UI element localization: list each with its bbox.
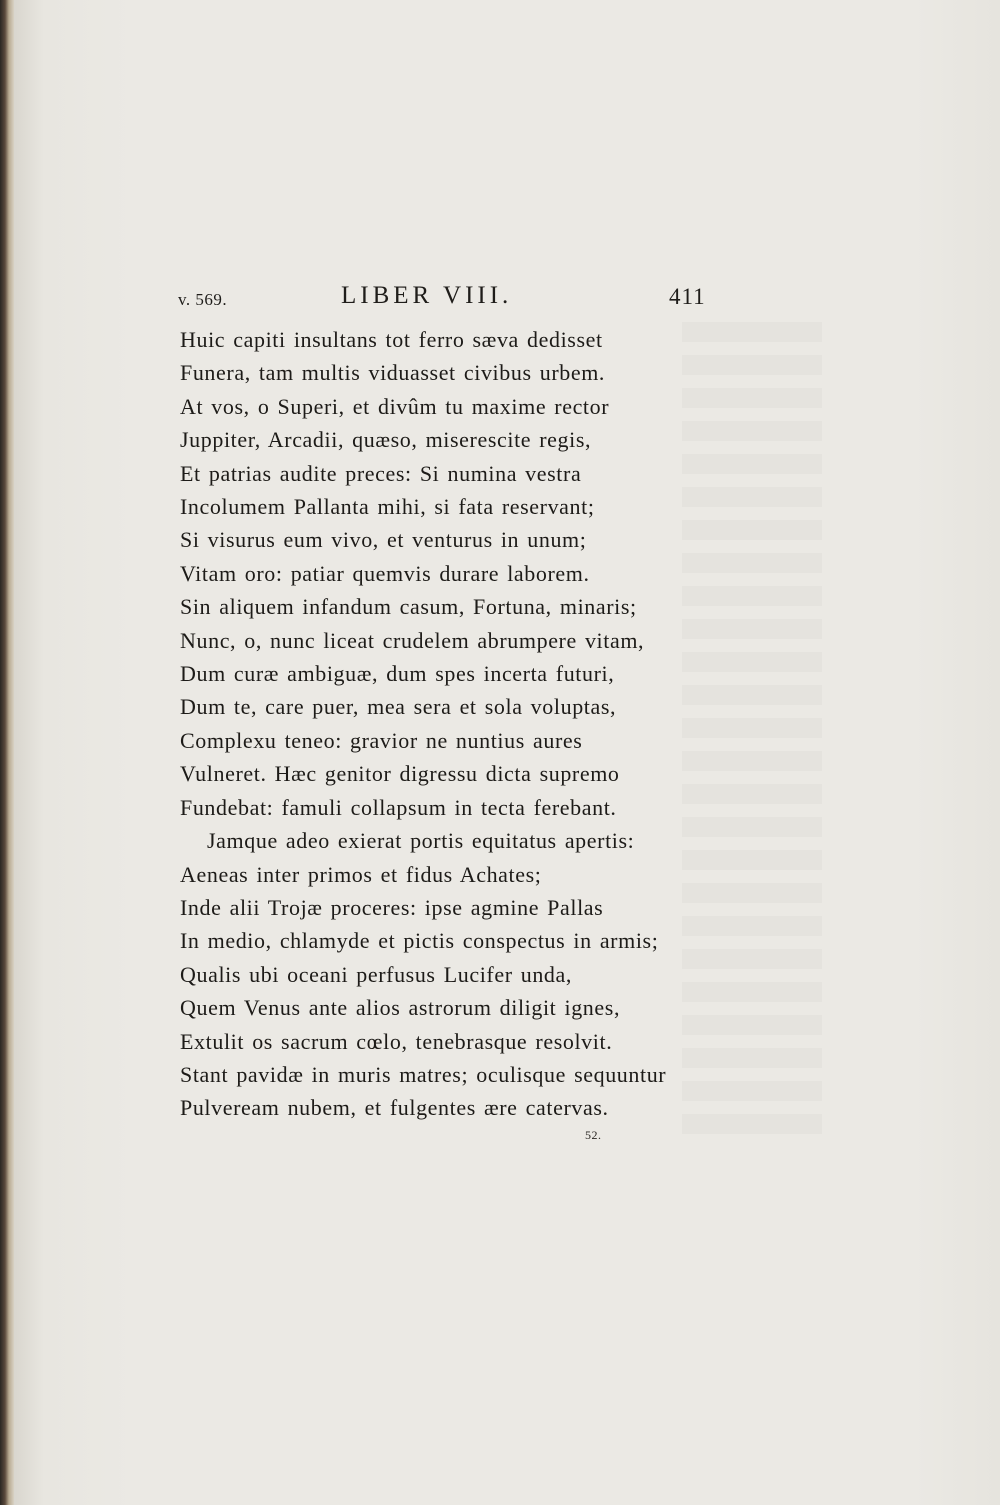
verse-line: Vulneret. Hæc genitor digressu dicta supremo xyxy=(180,761,620,787)
verse-line: Vitam oro: patiar quemvis durare laborem. xyxy=(180,560,590,586)
verse-line: Extulit os sacrum cœlo, tenebrasque resolvit. xyxy=(180,1028,613,1054)
running-title: LIBER VIII. xyxy=(341,282,513,309)
verse-line: Pulveream nubem, et fulgentes ære catervas. xyxy=(180,1095,609,1121)
verse-line: Incolumem Pallanta mihi, si fata reservant; xyxy=(180,494,595,520)
book-binding-edge xyxy=(0,0,14,1505)
page-number: 411 xyxy=(669,284,706,309)
verse-line: Quem Venus ante alios astrorum diligit ignes, xyxy=(180,995,621,1021)
verse-line: In medio, chlamyde et pictis conspectus in armis; xyxy=(180,928,659,954)
verse-line: At vos, o Superi, et divûm tu maxime rector xyxy=(180,393,610,419)
verse-line: Funera, tam multis viduasset civibus urbem. xyxy=(180,360,606,386)
verse-line: Sin aliquem infandum casum, Fortuna, minaris; xyxy=(180,594,637,620)
verse-reference: v. 569. xyxy=(178,290,228,309)
verse-line: Inde alii Trojæ proceres: ipse agmine Pallas xyxy=(180,894,604,920)
verse-line: Nunc, o, nunc liceat crudelem abrumpere vitam, xyxy=(180,627,645,653)
verse-line: Qualis ubi oceani perfusus Lucifer unda, xyxy=(180,961,572,987)
verse-line-paragraph-start: Jamque adeo exierat portis equitatus apertis: xyxy=(207,828,635,854)
verse-line: Fundebat: famuli collapsum in tecta ferebant. xyxy=(180,794,617,820)
verse-line: Stant pavidæ in muris matres; oculisque sequuntur xyxy=(180,1061,667,1087)
signature-mark: 52. xyxy=(585,1128,602,1142)
verse-line: Aeneas inter primos et fidus Achates; xyxy=(180,861,542,887)
verse-line: Et patrias audite preces: Si numina vestra xyxy=(180,460,582,486)
verse-line: Complexu teneo: gravior ne nuntius aures xyxy=(180,727,583,753)
verse-text xyxy=(180,323,740,1125)
verse-line: Juppiter, Arcadii, quæso, miserescite regis, xyxy=(180,427,592,453)
running-header xyxy=(178,282,708,322)
verse-line: Huic capiti insultans tot ferro sæva dedisset xyxy=(180,327,603,352)
verse-line: Dum te, care puer, mea sera et sola voluptas, xyxy=(180,694,617,720)
verse-line: Dum curæ ambiguæ, dum spes incerta futuri, xyxy=(180,661,615,687)
verse-line: Si visurus eum vivo, et venturus in unum; xyxy=(180,527,587,553)
